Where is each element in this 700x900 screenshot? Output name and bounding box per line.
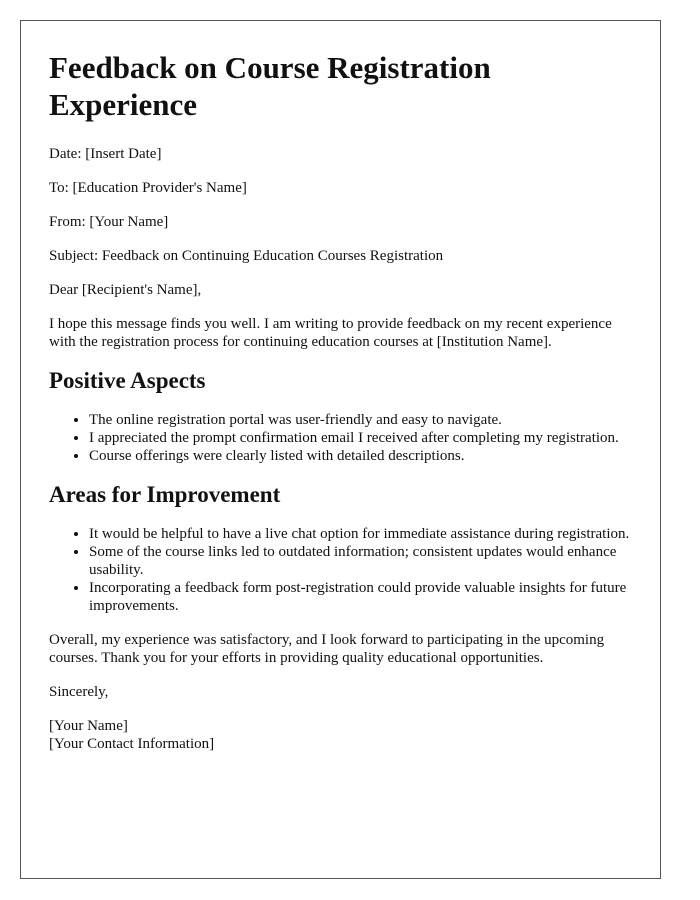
- from-line: From: [Your Name]: [49, 214, 169, 230]
- list-item: • I appreciated the prompt confirmation email I received after completing my registration.: [89, 429, 632, 447]
- list-item: • It would be helpful to have a live chat option for immediate assistance during registration.: [89, 525, 632, 543]
- signature-block: [49, 717, 632, 753]
- positive-aspects-list: [49, 411, 632, 465]
- letter-container: [20, 20, 661, 879]
- list-item: • The online registration portal was user-friendly and easy to navigate.: [89, 411, 632, 429]
- intro-paragraph: I hope this message finds you well. I am writing to provide feedback on my recent experience with the registration process for continuing education courses at [Institution Name].: [49, 316, 612, 350]
- signature-name: [Your Name]: [49, 718, 128, 734]
- date-line: Date: [Insert Date]: [49, 146, 162, 162]
- letter-title: Feedback on Course Registration Experience: [49, 50, 491, 122]
- areas-for-improvement-heading: Areas for Improvement: [49, 482, 281, 507]
- to-line: To: [Education Provider's Name]: [49, 180, 247, 196]
- areas-for-improvement-list: [49, 525, 632, 615]
- list-item: • Some of the course links led to outdated information; consistent updates would enhance usability.: [89, 543, 632, 579]
- sign-off: Sincerely,: [49, 684, 109, 700]
- positive-aspects-heading: Positive Aspects: [49, 368, 206, 393]
- signature-contact: [Your Contact Information]: [49, 736, 215, 752]
- salutation: Dear [Recipient's Name],: [49, 282, 202, 298]
- list-item: • Course offerings were clearly listed with detailed descriptions.: [89, 447, 632, 465]
- subject-line: Subject: Feedback on Continuing Education Courses Registration: [49, 248, 444, 264]
- list-item: • Incorporating a feedback form post-registration could provide valuable insights for future improvements.: [89, 579, 632, 615]
- closing-paragraph: Overall, my experience was satisfactory, and I look forward to participating in the upcoming courses. Thank you for your efforts in providing quality educational opportunities.: [49, 632, 605, 666]
